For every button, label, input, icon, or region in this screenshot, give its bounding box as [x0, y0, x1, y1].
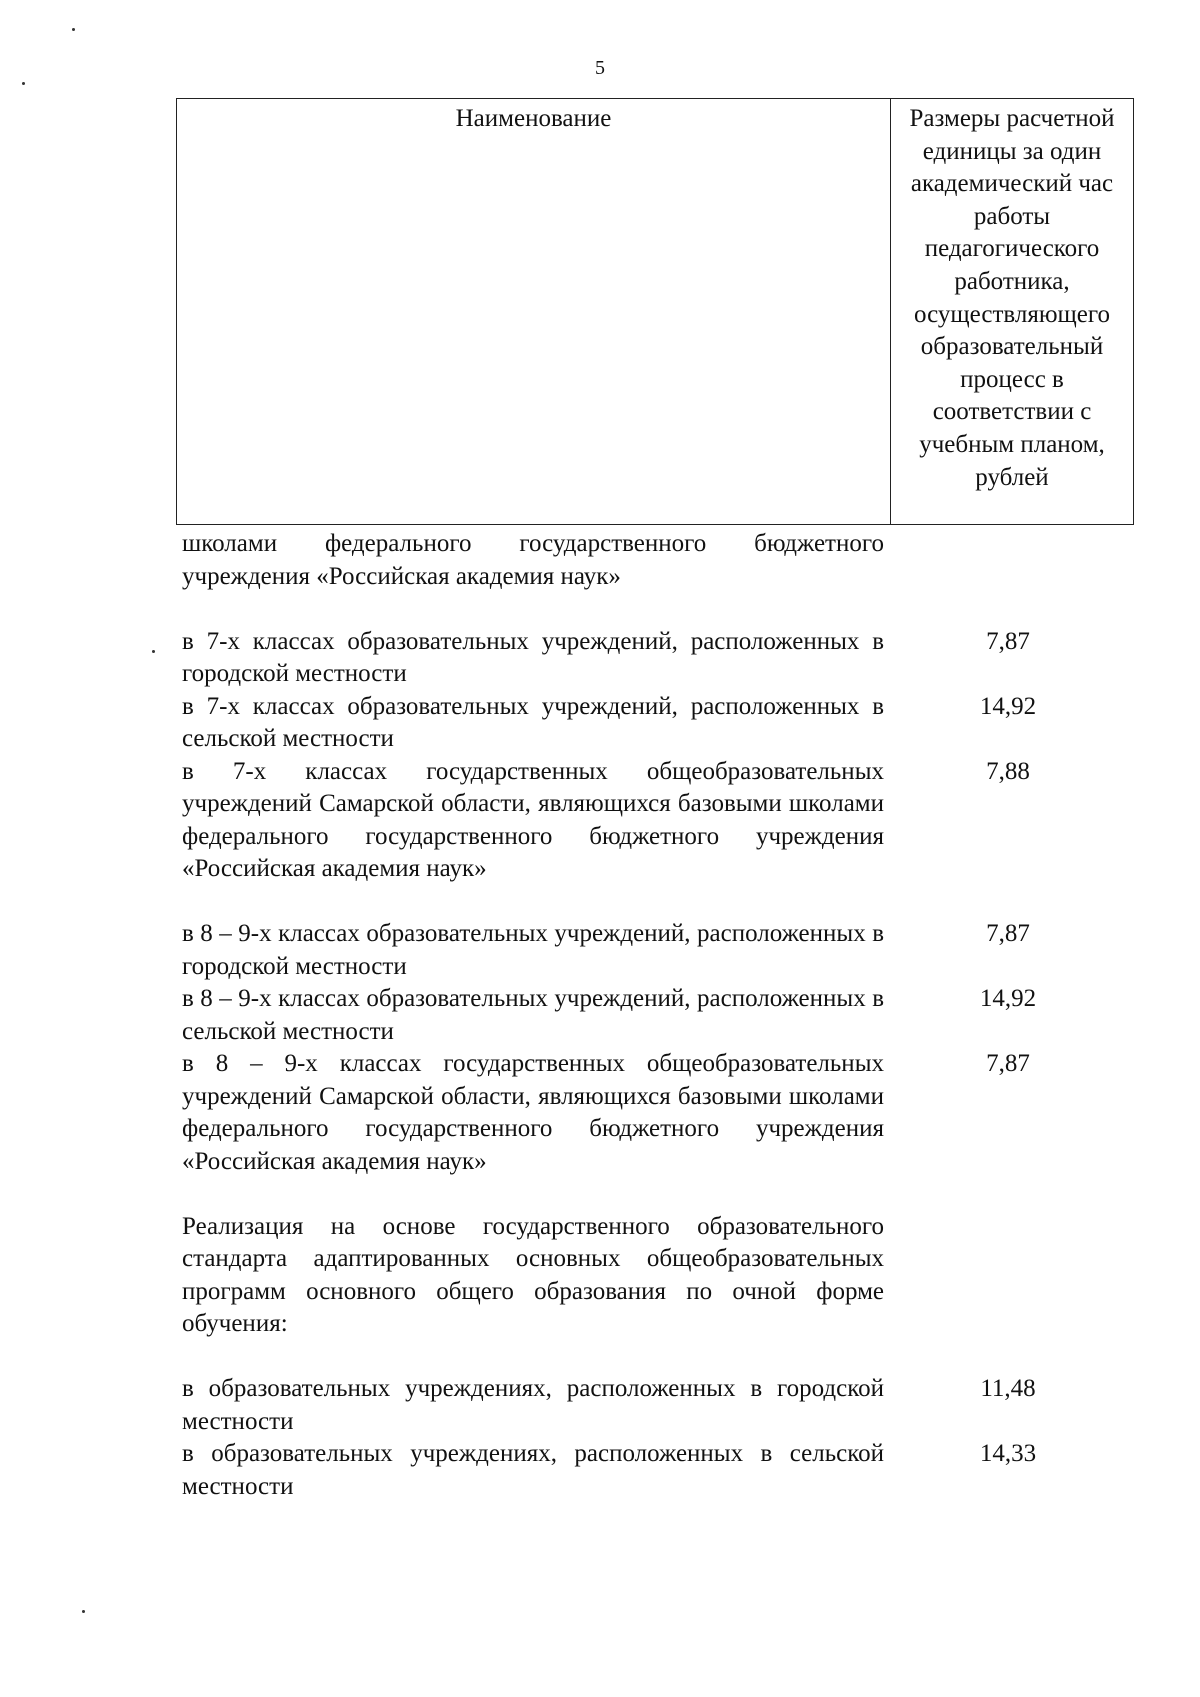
page-number: 5	[595, 57, 605, 79]
row-text: в 7-х классах образовательных учреждений, расположенных в сельской местности	[182, 692, 884, 752]
table-body	[182, 528, 1132, 1503]
table-row	[182, 1048, 1132, 1178]
table-row	[182, 1373, 1132, 1438]
scan-speck	[152, 650, 155, 653]
table-row	[182, 983, 1132, 1048]
row-value: 7,88	[986, 757, 1030, 785]
table-row	[182, 918, 1132, 983]
table-header	[176, 98, 1134, 525]
row-text: в 8 – 9-х классах государственных общеобразовательных учреждений Самарской области, являющихся базовыми школами федерального государственного бюджетного учреждения «Российская академия наук»	[182, 1050, 884, 1175]
row-text: в 8 – 9-х классах образовательных учреждений, расположенных в сельской местности	[182, 985, 884, 1045]
scan-speck	[82, 1610, 85, 1613]
row-text: в 7-х классах образовательных учреждений, расположенных в городской местности	[182, 627, 884, 687]
section-heading: Реализация на основе государственного образовательного стандарта адаптированных основных общеобразовательных программ основного общего образования по очной форме обучения:	[182, 1212, 884, 1337]
row-text: в образовательных учреждениях, расположенных в сельской местности	[182, 1440, 884, 1500]
row-value: 7,87	[986, 1050, 1030, 1077]
row-value: 14,33	[979, 1440, 1037, 1467]
row-value: 14,92	[979, 985, 1037, 1012]
row-value: 11,48	[980, 1375, 1036, 1402]
row-value: 7,87	[986, 920, 1030, 947]
continuation-row	[182, 528, 1132, 593]
section-heading-row	[182, 1211, 1132, 1341]
row-text: в образовательных учреждениях, расположенных в городской местности	[182, 1375, 884, 1435]
table-row	[182, 756, 1132, 886]
table-row	[182, 691, 1132, 756]
continuation-text: школами федерального государственного бюджетного учреждения «Российская академия наук»	[182, 530, 884, 590]
table-row	[182, 626, 1132, 691]
column-header-size: Размеры расчетной единицы за один академический час работы педагогического работника, осуществляющего образовательный процесс в соответствии с учебным планом, рублей	[909, 105, 1115, 491]
row-text: в 7-х классах государственных общеобразовательных учреждений Самарской области, являющихся базовыми школами федерального государственного бюджетного учреждения «Российская академия наук»	[182, 757, 884, 882]
column-header-name: Наименование	[177, 99, 891, 524]
table-row	[182, 1438, 1132, 1503]
scan-speck	[72, 28, 75, 31]
row-value: 14,92	[979, 692, 1037, 720]
row-value: 7,87	[986, 627, 1030, 655]
row-text: в 8 – 9-х классах образовательных учреждений, расположенных в городской местности	[182, 920, 884, 980]
scan-speck	[22, 82, 25, 85]
